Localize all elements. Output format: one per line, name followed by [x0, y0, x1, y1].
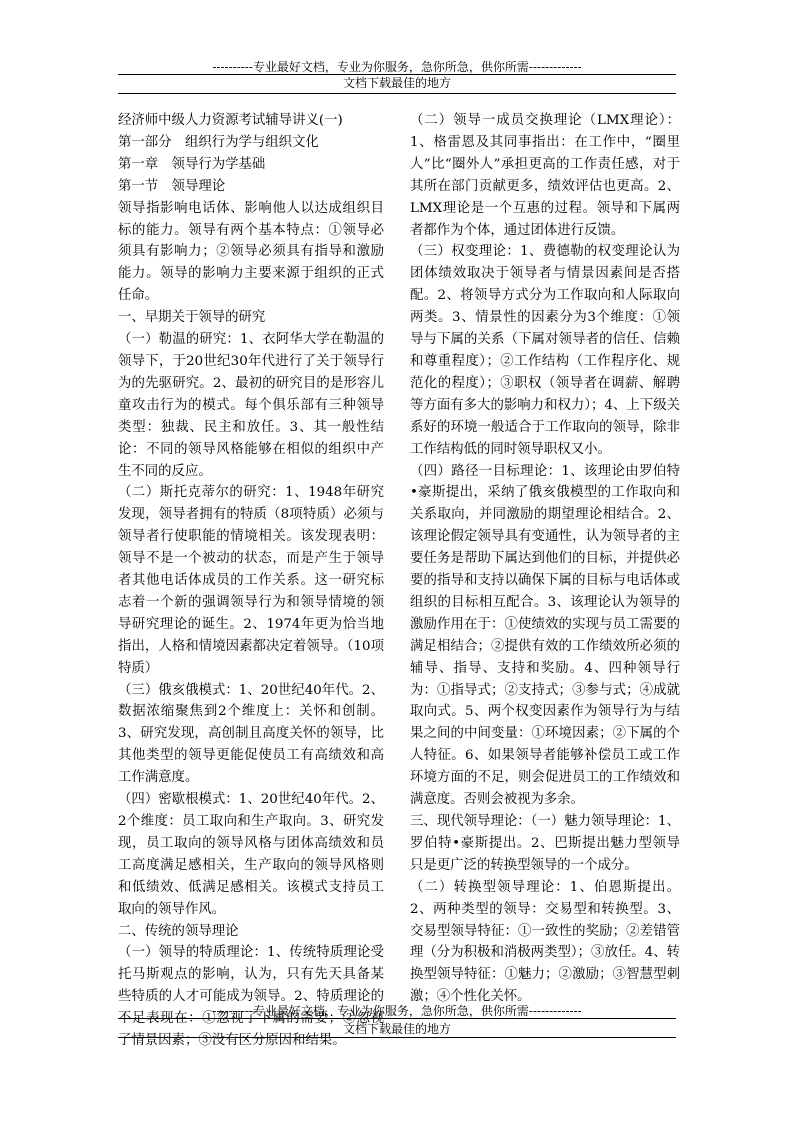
paragraph: （四）密歇根模式：1、20世纪40年代。2、2个维度：员工取向和生产取向。3、研究发现，员工取向的领导风格与团体高绩效和员工高度满足感相关，生产取向的领导风格则和低绩效、低满足感相关。该模式支持员工取向的领导作风。 — [118, 792, 384, 917]
chapter-heading: 第一章 领导行为学基础 — [118, 156, 266, 172]
footer-divider-bottom — [118, 1037, 676, 1038]
footer-slogan: ----------专业最好文档，专业为你服务，急你所急，供你所需------------- — [212, 1004, 582, 1018]
left-column — [118, 110, 384, 1052]
paragraph: 三、现代领导理论：（一）魅力领导理论：1、罗伯特•豪斯提出。2、巴斯提出魅力型领导只是更广泛的转换型领导的一个成分。 — [410, 814, 680, 873]
paragraph: （二）斯托克蒂尔的研究：1、1948年研究发现，领导者拥有的特质（8项特质）必须与领导者行使职能的情境相关。该发现表明：领导不是一个被动的状态，而是产生于领导者其他电话体成员的工作关系。这一研究标志着一个新的强调领导行为和领导情境的领导研究理论的诞生。2、1974年更为恰当地指出，人格和情境因素都决定着领导。（10项特质） — [118, 485, 384, 676]
header-divider-bottom — [118, 93, 676, 94]
subsection-heading: 二、传统的领导理论 — [118, 923, 239, 939]
header-divider-top — [118, 74, 676, 75]
subsection-heading: 一、早期关于领导的研究 — [118, 310, 266, 326]
paragraph: （一）领导的特质理论：1、传统特质理论受托马斯观点的影响，认为，只有先天具备某些特质的人才可能成为领导。2、特质理论的不足表现在：①忽视了下属的需要；②忽视了情景因素；③没有区分原因和结果。 — [118, 945, 384, 1049]
header-site-tagline: 文档下载最佳的地方 — [342, 76, 451, 90]
paragraph: （四）路径一目标理论：1、该理论由罗伯特•豪斯提出，采纳了俄亥俄模型的工作取向和关系取向，并同激励的期望理论相结合。2、该理论假定领导具有变通性，认为领导者的主要任务是帮助下属达到他们的目标，并提供必要的指导和支持以确保下属的目标与电话体或组织的目标相互配合。3、该理论认为领导的激励作用在于：①使绩效的实现与员工需要的满足相结合；②提供有效的工作绩效所必须的辅导、指导、支持和奖励。4、四种领导行为：①指导式；②支持式；③参与式；④成就取向式。5、两个权变因素作为领导行为与结果之间的中间变量：①环境因素；②下属的个人特征。6、如果领导者能够补偿员工或工作环境方面的不足，则会促进员工的工作绩效和满意度。否则会被视为多余。 — [410, 463, 680, 808]
paragraph: 领导指影响电话体、影响他人以达成组织目标的能力。领导有两个基本特点：①领导必须具有影响力；②领导必须具有指导和激励能力。领导的影响力主要来源于组织的正式任命。 — [118, 200, 384, 304]
footer-divider-top — [118, 1018, 676, 1019]
doc-title: 经济师中级人力资源考试辅导讲义(一) — [118, 113, 343, 128]
paragraph: （二）领导一成员交换理论（LMX理论）：1、格雷恩及其同事指出：在工作中，“圈里人”比“圈外人”承担更高的工作责任感，对于其所在部门贡献更多，绩效评估也更高。2、LMX理论是一个互惠的过程。领导和下属两者都作为个体，通过团体进行反馈。 — [410, 113, 680, 238]
paragraph: （二）转换型领导理论：1、伯恩斯提出。2、两种类型的领导：交易型和转换型。3、交易型领导特征：①一致性的奖励；②差错管理（分为积极和消极两类型）；③放任。4、转换型领导特征：①魅力；②激励；③智慧型刺激；④个性化关怀。 — [410, 879, 680, 1005]
footer-site-tagline: 文档下载最佳的地方 — [342, 1022, 451, 1036]
section-heading: 第一节 领导理论 — [118, 178, 226, 194]
part-heading: 第一部分 组织行为学与组织文化 — [118, 134, 319, 150]
right-column — [410, 110, 680, 1008]
header-slogan: ----------专业最好文档，专业为你服务，急你所急，供你所需------------- — [212, 60, 582, 74]
paragraph: （三）权变理论：1、费德勒的权变理论认为团体绩效取决于领导者与情景因素间是否搭配。2、将领导方式分为工作取向和人际取向两类。3、情景性的因素分为3个维度：①领导与下属的关系（下属对领导者的信任、信赖和尊重程度）；②工作结构（工作程序化、规范化的程度）；③职权（领导者在调薪、解聘等方面有多大的影响力和权力）；4、上下级关系好的环境一般适合于工作取向的领导，除非工作结构低的同时领导职权又小。 — [410, 244, 680, 457]
paragraph: （三）俄亥俄模式：1、20世纪40年代。2、数据浓缩聚焦到2个维度上：关怀和创制。3、研究发现，高创制且高度关怀的领导，比其他类型的领导更能促使员工有高绩效和高工作满意度。 — [118, 682, 384, 786]
paragraph: （一）勒温的研究：1、衣阿华大学在勒温的领导下，于20世纪30年代进行了关于领导行为的先驱研究。2、最初的研究目的是形容儿童攻击行为的模式。每个俱乐部有三种领导类型：独裁、民主和放任。3、其一般性结论：不同的领导风格能够在相似的组织中产生不同的反应。 — [118, 332, 384, 479]
